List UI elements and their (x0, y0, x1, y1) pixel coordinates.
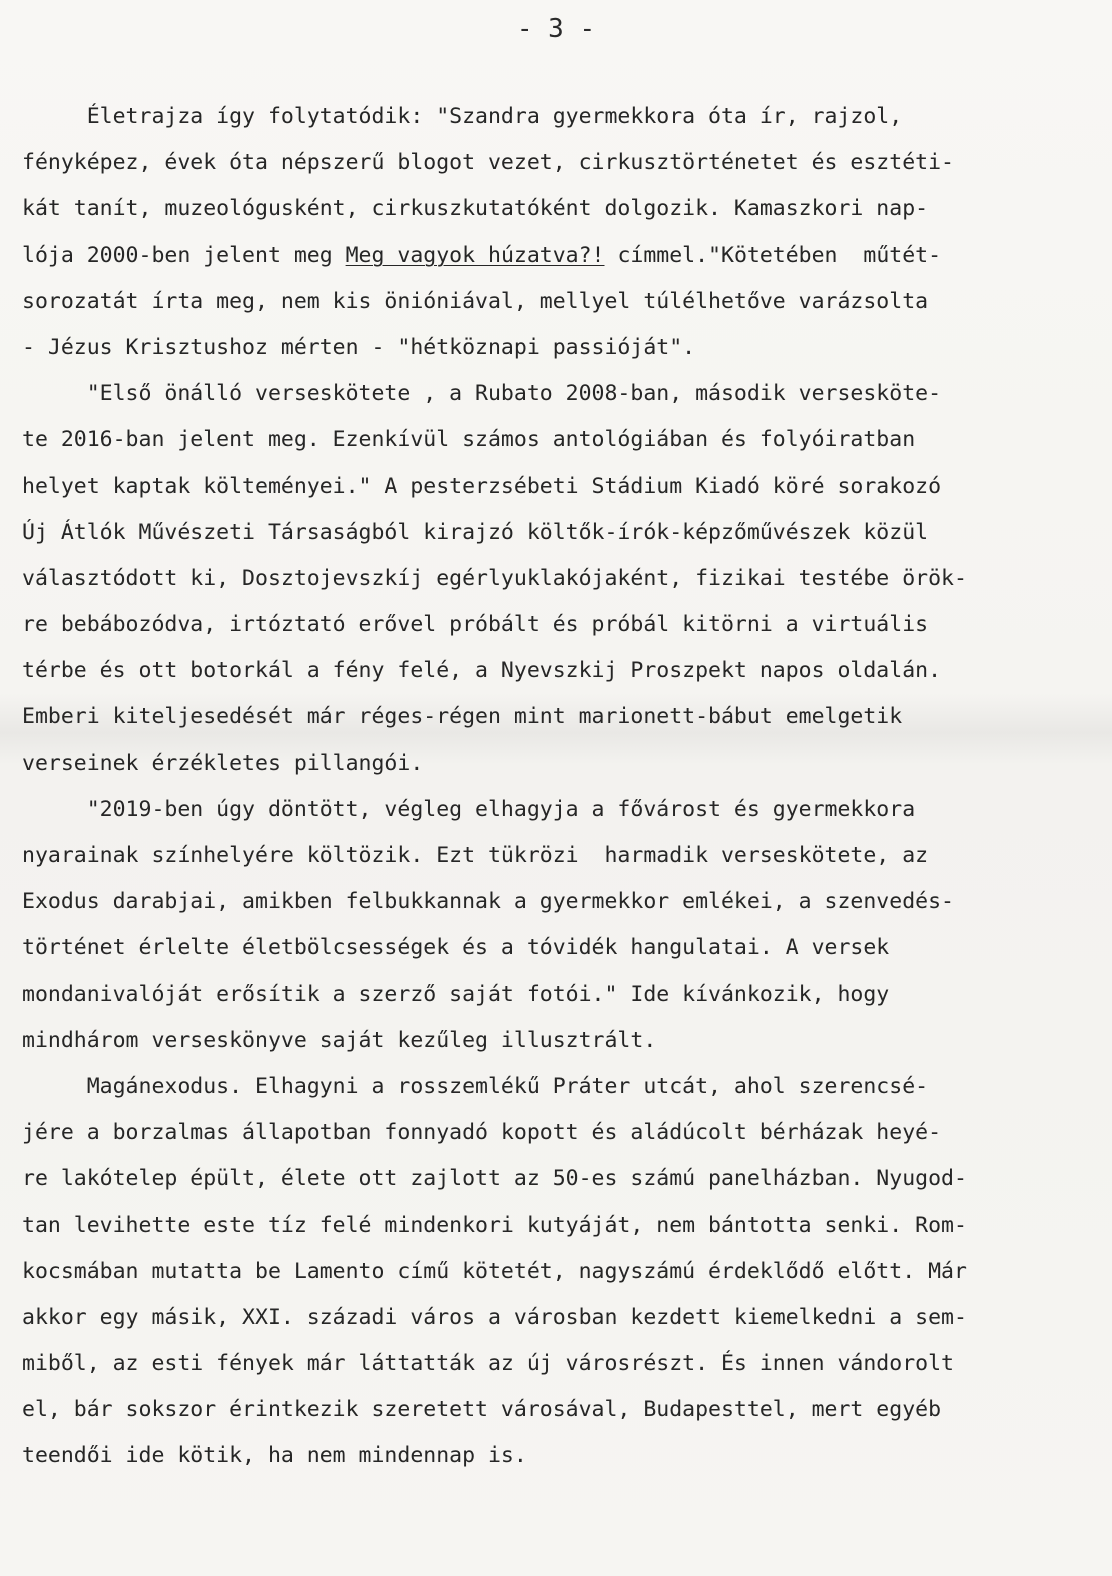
text-line: mindhárom verseskönyve saját kezűleg illusztrált. (22, 1027, 657, 1053)
text-line: tan levihette este tíz felé mindenkori kutyáját, nem bántotta senki. Rom- (22, 1212, 967, 1238)
text-line: miből, az esti fények már láttatták az új városrészt. És innen vándorolt (22, 1351, 954, 1377)
text-line: "2019-ben úgy döntött, végleg elhagyja a fővárost és gyermekkora (22, 796, 916, 822)
text-line: nyarainak színhelyére költözik. Ezt tükrözi harmadik verseskötete, az (22, 843, 929, 868)
text-line: "Első önálló verseskötete , a Rubato 2008-ban, második versesköte- (22, 381, 942, 407)
text-line: helyet kaptak költeményei." A pesterzsébeti Stádium Kiadó köré sorakozó (22, 473, 942, 499)
text-line: térbe és ott botorkál a fény felé, a Nyevszkij Proszpekt napos oldalán. (22, 658, 942, 684)
text-line: történet érlelte életbölcsességek és a tóvidék hangulatai. A versek (22, 935, 890, 961)
text-line: kocsmában mutatta be Lamento című kötetét, nagyszámú érdeklődő előtt. Már (22, 1258, 967, 1284)
text-line: mondanivalóját erősítik a szerző saját fotói." Ide kívánkozik, hogy (22, 981, 890, 1007)
text-line: re lakótelep épült, élete ott zajlott az 50-es számú panelházban. Nyugod- (22, 1166, 967, 1192)
text-line: Emberi kiteljesedését már réges-régen mint marionett-bábut emelgetik (22, 704, 903, 730)
text-line: választódott ki, Dosztojevszkíj egérlyuklakójaként, fizikai testébe örök- (22, 565, 967, 591)
text-line: sorozatát írta meg, nem kis önióniával, mellyel túlélhetőve varázsolta (22, 288, 929, 314)
text-line: akkor egy másik, XXI. századi város a városban kezdett kiemelkedni a sem- (22, 1304, 967, 1330)
text-line: - Jézus Krisztushoz mérten - "hétköznapi passióját". (22, 334, 696, 360)
text-line: re bebábozódva, irtóztató erővel próbált és próbál kitörni a virtuális (22, 612, 929, 638)
text-line: Magánexodus. Elhagyni a rosszemlékű Práter utcát, ahol szerencsé- (22, 1073, 929, 1099)
text-line: Új Átlók Művészeti Társaságból kirajzó költők-írók-képzőművészek közül (22, 519, 929, 545)
text-line-with-title (22, 233, 1097, 279)
text-line: te 2016-ban jelent meg. Ezenkívül számos antológiában és folyóiratban (22, 427, 916, 453)
text-line: jére a borzalmas állapotban fonnyadó kopott és aládúcolt bérházak heyé- (22, 1120, 942, 1146)
text-line: verseinek érzékletes pillangói. (22, 750, 424, 776)
book-title: Meg vagyok húzatva?! (345, 242, 605, 268)
text-line: fényképez, évek óta népszerű blogot vezet, cirkusztörténetet és esztéti- (22, 150, 954, 176)
body-text (22, 94, 1097, 1480)
text-line: Életrajza így folytatódik: "Szandra gyermekkora óta ír, rajzol, (22, 104, 903, 129)
page-number: - 3 - (516, 14, 596, 44)
text-line: teendői ide kötik, ha nem mindennap is. (22, 1443, 527, 1469)
text-segment: lója 2000-ben jelent meg (22, 242, 346, 268)
text-segment: címmel."Kötetében műtét- (604, 242, 942, 268)
text-line: Exodus darabjai, amikben felbukkannak a gyermekkor emlékei, a szenvedés- (22, 889, 954, 915)
text-line: el, bár sokszor érintkezik szeretett városával, Budapesttel, mert egyéb (22, 1397, 942, 1423)
text-line: kát tanít, muzeológusként, cirkuszkutatóként dolgozik. Kamaszkori nap- (22, 196, 929, 222)
